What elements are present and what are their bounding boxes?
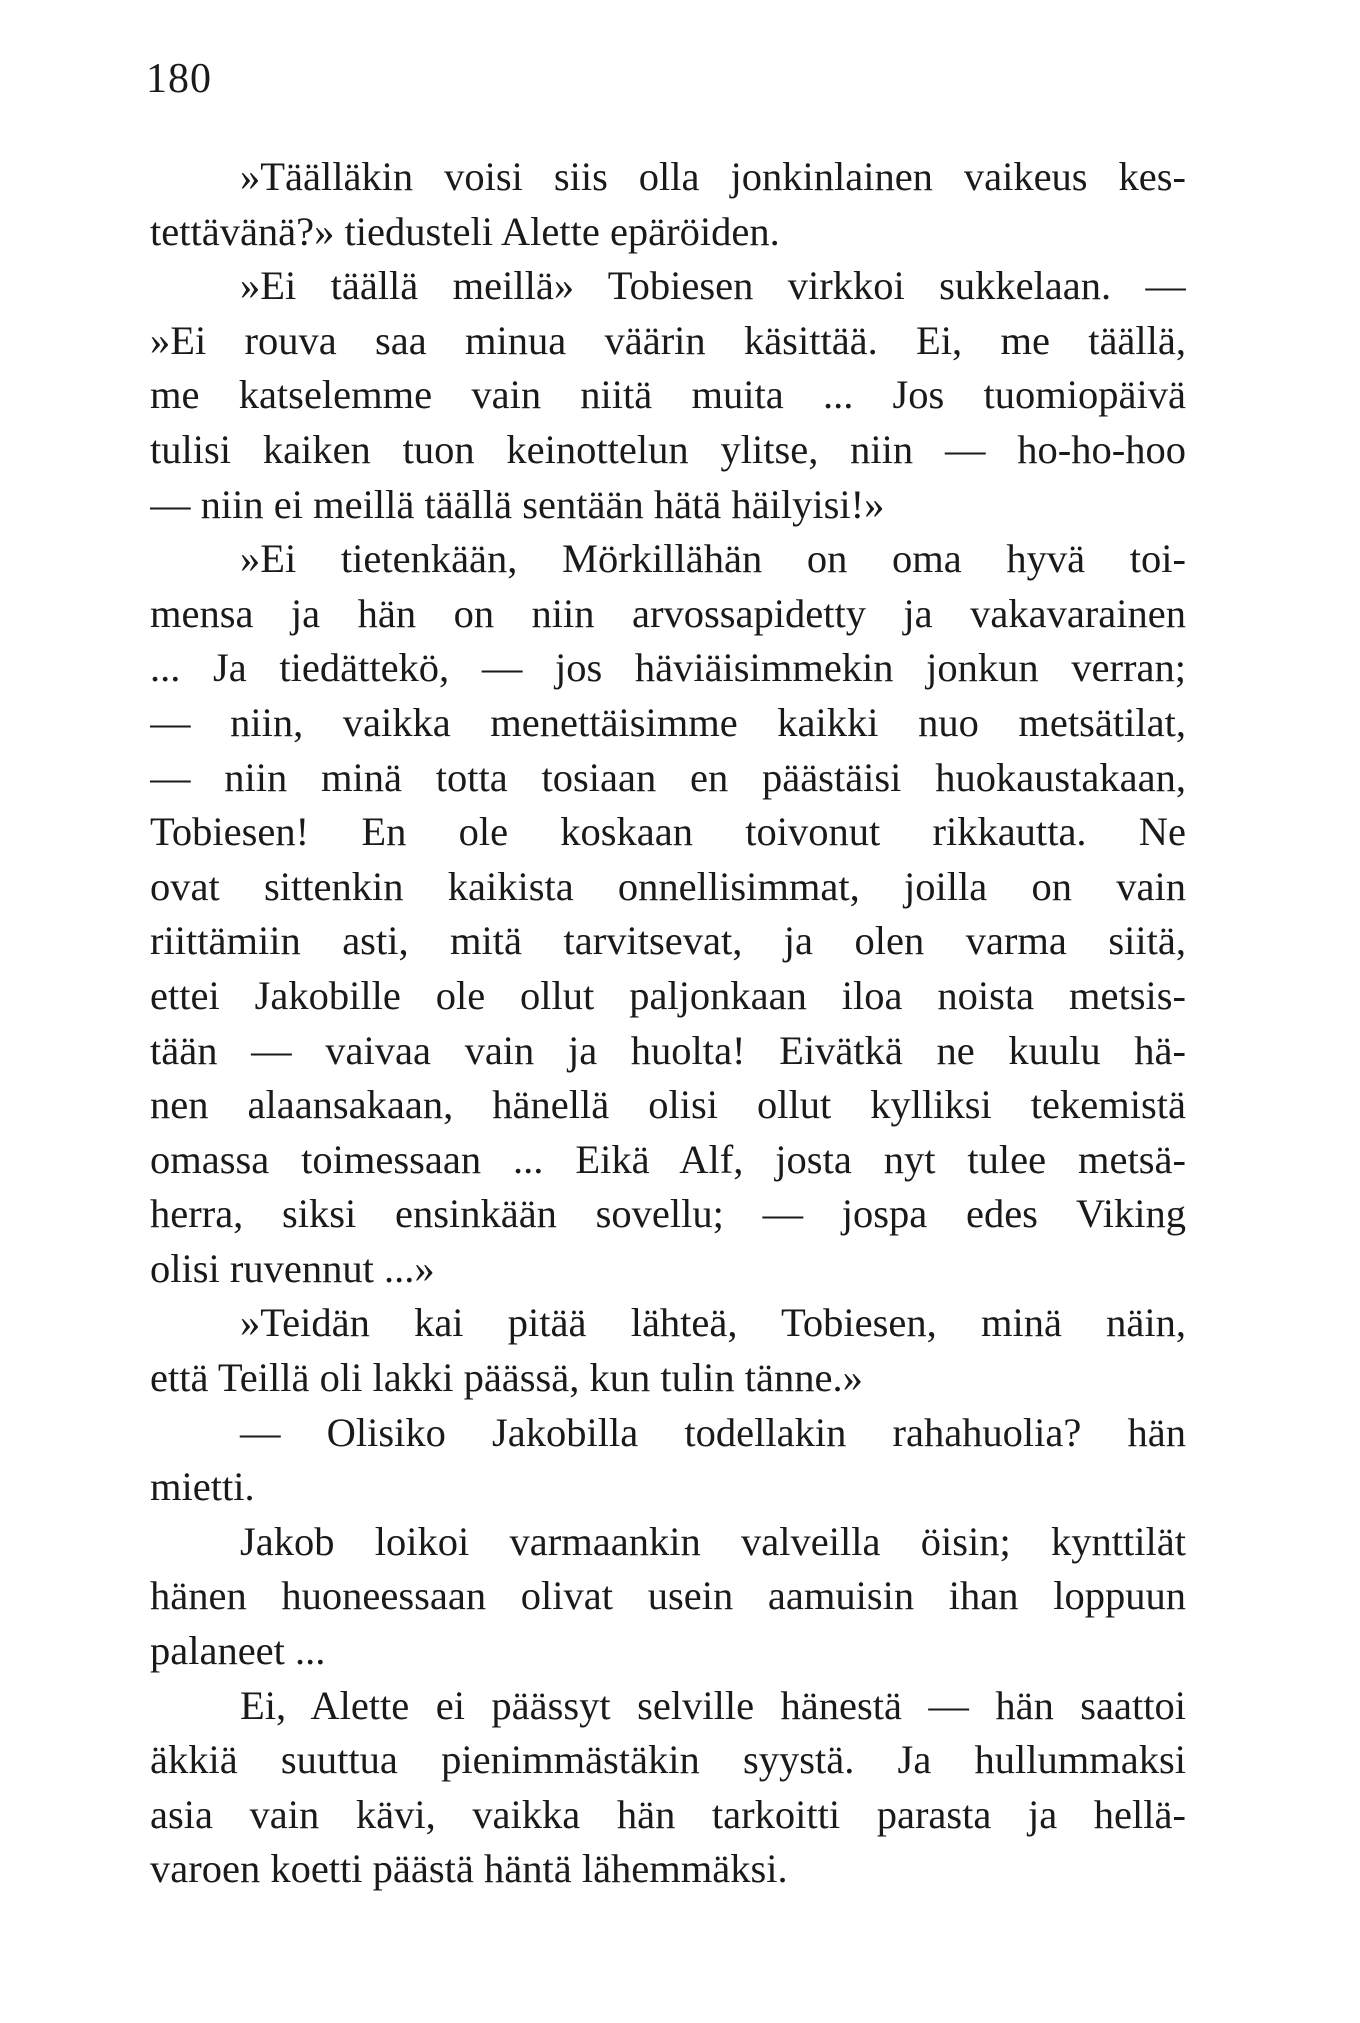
- text-line: tettävänä?» tiedusteli Alette epäröiden.: [150, 208, 780, 254]
- text-line: että Teillä oli lakki päässä, kun tulin tänne.»: [150, 1355, 863, 1401]
- text-line: ... Ja tiedättekö, — jos häviäisimmekin jonkun verran;: [150, 645, 1186, 691]
- body-text: [150, 150, 1186, 1897]
- text-line: äkkiä suuttua pienimmästäkin syystä. Ja hullummaksi: [150, 1737, 1186, 1783]
- text-line: »Ei tietenkään, Mörkillähän on oma hyvä toi-: [240, 536, 1186, 582]
- text-line: asia vain kävi, vaikka hän tarkoitti parasta ja hellä-: [150, 1791, 1186, 1837]
- text-line: mensa ja hän on niin arvossapidetty ja vakavarainen: [150, 590, 1186, 636]
- text-line: ettei Jakobille ole ollut paljonkaan iloa noista metsis-: [150, 972, 1186, 1018]
- text-line: omassa toimessaan ... Eikä Alf, josta nyt tulee metsä-: [150, 1136, 1186, 1182]
- text-line: me katselemme vain niitä muita ... Jos tuomiopäivä: [150, 372, 1186, 418]
- text-line: varoen koetti päästä häntä lähemmäksi.: [150, 1846, 788, 1892]
- text-line: palaneet ...: [150, 1628, 326, 1674]
- text-line: »Ei rouva saa minua väärin käsittää. Ei, me täällä,: [150, 317, 1186, 363]
- text-line: olisi ruvennut ...»: [150, 1245, 435, 1291]
- text-line: Ei, Alette ei päässyt selville hänestä — hän saattoi: [240, 1682, 1186, 1728]
- text-line: »Teidän kai pitää lähteä, Tobiesen, minä näin,: [240, 1300, 1186, 1346]
- page-number: 180: [146, 56, 212, 102]
- text-line: riittämiin asti, mitä tarvitsevat, ja olen varma siitä,: [150, 918, 1186, 964]
- text-line: — niin minä totta tosiaan en päästäisi huokaustakaan,: [150, 754, 1186, 800]
- text-line: ovat sittenkin kaikista onnellisimmat, joilla on vain: [150, 863, 1186, 909]
- text-line: hänen huoneessaan olivat usein aamuisin ihan loppuun: [150, 1573, 1186, 1619]
- text-line: mietti.: [150, 1464, 255, 1510]
- text-line: herra, siksi ensinkään sovellu; — jospa edes Viking: [150, 1191, 1186, 1237]
- text-line: »Ei täällä meillä» Tobiesen virkkoi sukkelaan. —: [240, 263, 1186, 309]
- text-line: nen alaansakaan, hänellä olisi ollut kylliksi tekemistä: [150, 1082, 1186, 1128]
- text-line: tään — vaivaa vain ja huolta! Eivätkä ne kuulu hä-: [150, 1027, 1186, 1073]
- text-line: Tobiesen! En ole koskaan toivonut rikkautta. Ne: [150, 809, 1186, 855]
- text-line: — niin ei meillä täällä sentään hätä häilyisi!»: [150, 481, 885, 527]
- text-line: — Olisiko Jakobilla todellakin rahahuolia? hän: [240, 1409, 1186, 1455]
- text-line: tulisi kaiken tuon keinottelun ylitse, niin — ho-ho-hoo: [150, 426, 1186, 472]
- text-line: — niin, vaikka menettäisimme kaikki nuo metsätilat,: [150, 699, 1186, 745]
- text-line: Jakob loikoi varmaankin valveilla öisin; kynttilät: [240, 1518, 1186, 1564]
- text-line: »Täälläkin voisi siis olla jonkinlainen vaikeus kes-: [240, 154, 1186, 199]
